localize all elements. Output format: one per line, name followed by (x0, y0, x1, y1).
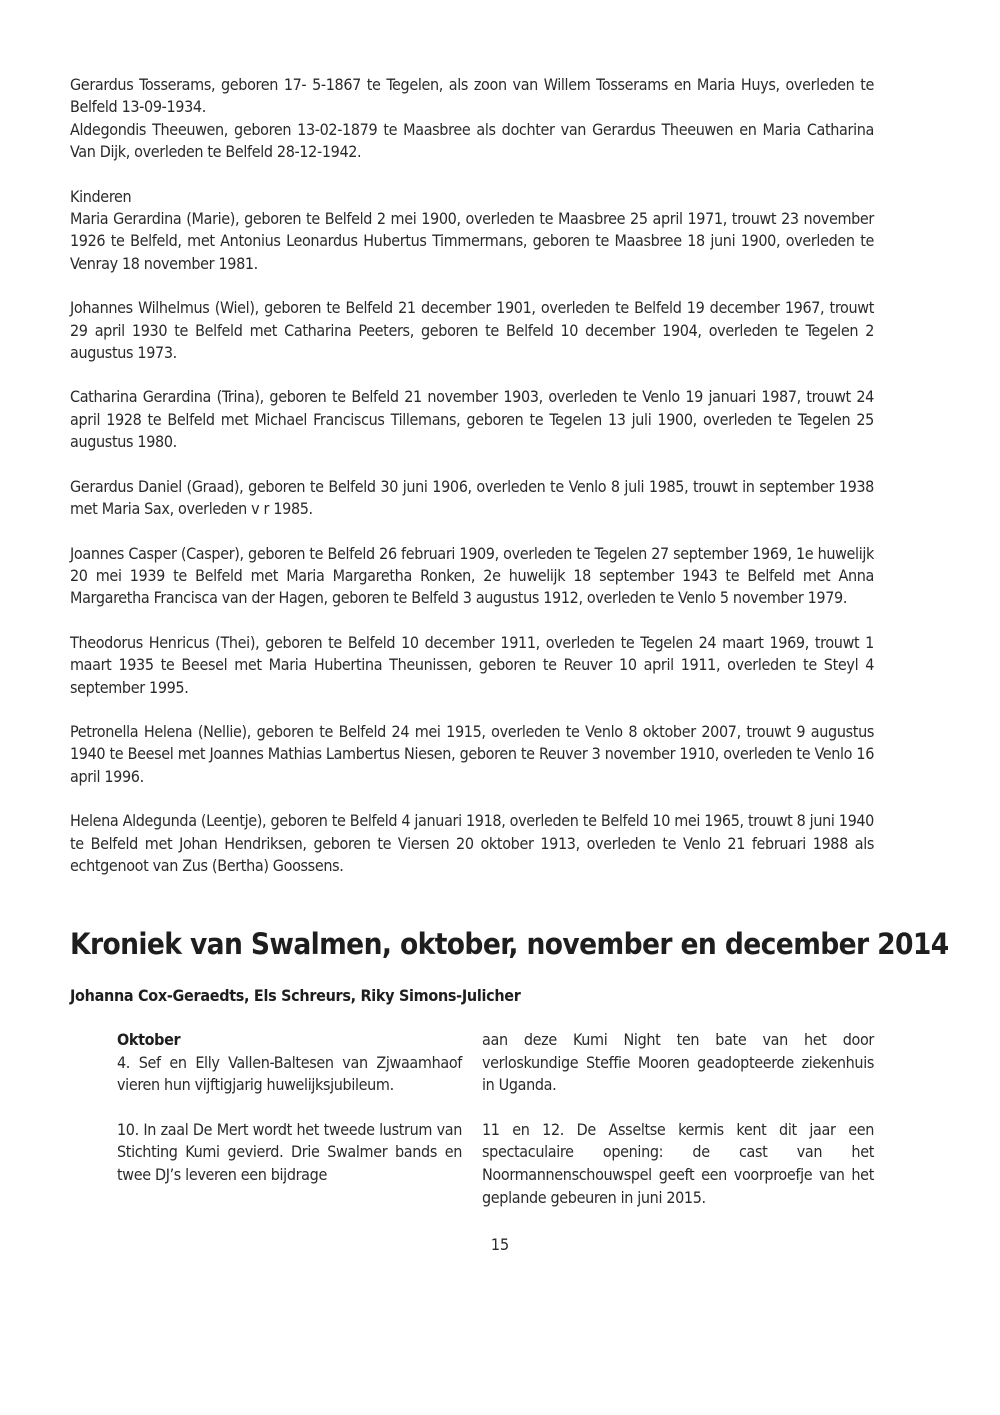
page-number: 15 (490, 1235, 510, 1254)
child-entry: Johannes Wilhelmus (Wiel), geboren te Belfeld 21 december 1901, overleden te Belfeld 19 december 1967, trouwt 29 april 1930 te Belfeld met Catharina Peeters, geboren te Belfeld 10 december 1904, overleden te Tegelen 2 augustus 1973. (70, 298, 874, 363)
child-entry: Helena Aldegunda (Leentje), geboren te Belfeld 4 januari 1918, overleden te Belfeld 10 mei 1965, trouwt 8 juni 1940 te Belfeld met Johan Hendriksen, geboren te Viersen 20 oktober 1913, overleden te Venlo 21 februari 1988 als echtgenoot van Zus (Bertha) Goossens. (70, 811, 874, 875)
chronicle-entry: aan deze Kumi Night ten bate van het door verloskundige Steffie Mooren geadopteerde ziekenhuis in Uganda. (482, 1030, 874, 1095)
child-entry: Joannes Casper (Casper), geboren te Belfeld 26 februari 1909, overleden te Tegelen 27 september 1969, 1e huwelijk 20 mei 1939 te Belfeld met Maria Margaretha Ronken, 2e huwelijk 18 september 1943 te Belfeld met Anna Margaretha Francisca van der Hagen, geboren te Belfeld 3 augustus 1912, overleden te Venlo 5 november 1979. (70, 543, 874, 608)
parent-entry-father: Gerardus Tosserams, geboren 17- 5-1867 te Tegelen, als zoon van Willem Tosserams en Maria Huys, overleden te Belfeld 13-09-1934. (70, 75, 874, 117)
child-entry: Theodorus Henricus (Thei), geboren te Belfeld 10 december 1911, overleden te Tegelen 24 maart 1969, trouwt 1 maart 1935 te Beesel met Maria Hubertina Theunissen, geboren te Reuver 10 april 1911, overleden te Steyl 4 september 1995. (70, 632, 874, 697)
child-entry: Catharina Gerardina (Trina), geboren te Belfeld 21 november 1903, overleden te Venlo 19 januari 1987, trouwt 24 april 1928 te Belfeld met Michael Franciscus Tillemans, geboren te Tegelen 13 juli 1900, overleden te Tegelen 25 augustus 1980. (70, 387, 874, 452)
child-entry: Petronella Helena (Nellie), geboren te Belfeld 24 mei 1915, overleden te Venlo 8 oktober 2007, trouwt 9 augustus 1940 te Beesel met Joannes Mathias Lambertus Niesen, geboren te Reuver 3 november 1910, overleden te Venlo 16 april 1996. (70, 721, 874, 786)
chronicle-entry: 4. Sef en Elly Vallen-Baltesen van Zjwaamhaof vieren hun vijftigjarig huwelijksjubileum. (117, 1052, 462, 1095)
children-label: Kinderen (70, 186, 132, 206)
month-subheading: Oktober (117, 1030, 181, 1049)
article-column-right (482, 1029, 874, 1209)
chronicle-entry: 11 en 12. De Asseltse kermis kent dit jaar een spectaculaire opening: de cast van het Noormannenschouwspel geeft een voorproefje van het geplande gebeuren in juni 2015. (482, 1119, 874, 1207)
child-entry: Gerardus Daniel (Graad), geboren te Belfeld 30 juni 1906, overleden te Venlo 8 juli 1985, trouwt in september 1938 met Maria Sax, overleden v r 1985. (70, 476, 874, 519)
child-entry: Maria Gerardina (Marie), geboren te Belfeld 2 mei 1900, overleden te Maasbree 25 april 1971, trouwt 23 november 1926 te Belfeld, met Antonius Leonardus Hubertus Timmermans, geboren te Maasbree 18 juni 1900, overleden te Venray 18 november 1981. (70, 209, 874, 273)
article-column-left (117, 1029, 462, 1187)
article-authors: Johanna Cox-Geraedts, Els Schreurs, Riky Simons-Julicher (70, 986, 521, 1005)
article-title: Kroniek van Swalmen, oktober, november en december 2014 (70, 927, 949, 961)
chronicle-entry: 10. In zaal De Mert wordt het tweede lustrum van Stichting Kumi gevierd. Drie Swalmer bands en twee DJ’s leveren een bijdrage (117, 1119, 462, 1184)
genealogy-section (70, 74, 874, 877)
parent-entry-mother: Aldegondis Theeuwen, geboren 13-02-1879 te Maasbree als dochter van Gerardus Theeuwen en Maria Catharina Van Dijk, overleden te Belfeld 28-12-1942. (70, 119, 874, 162)
